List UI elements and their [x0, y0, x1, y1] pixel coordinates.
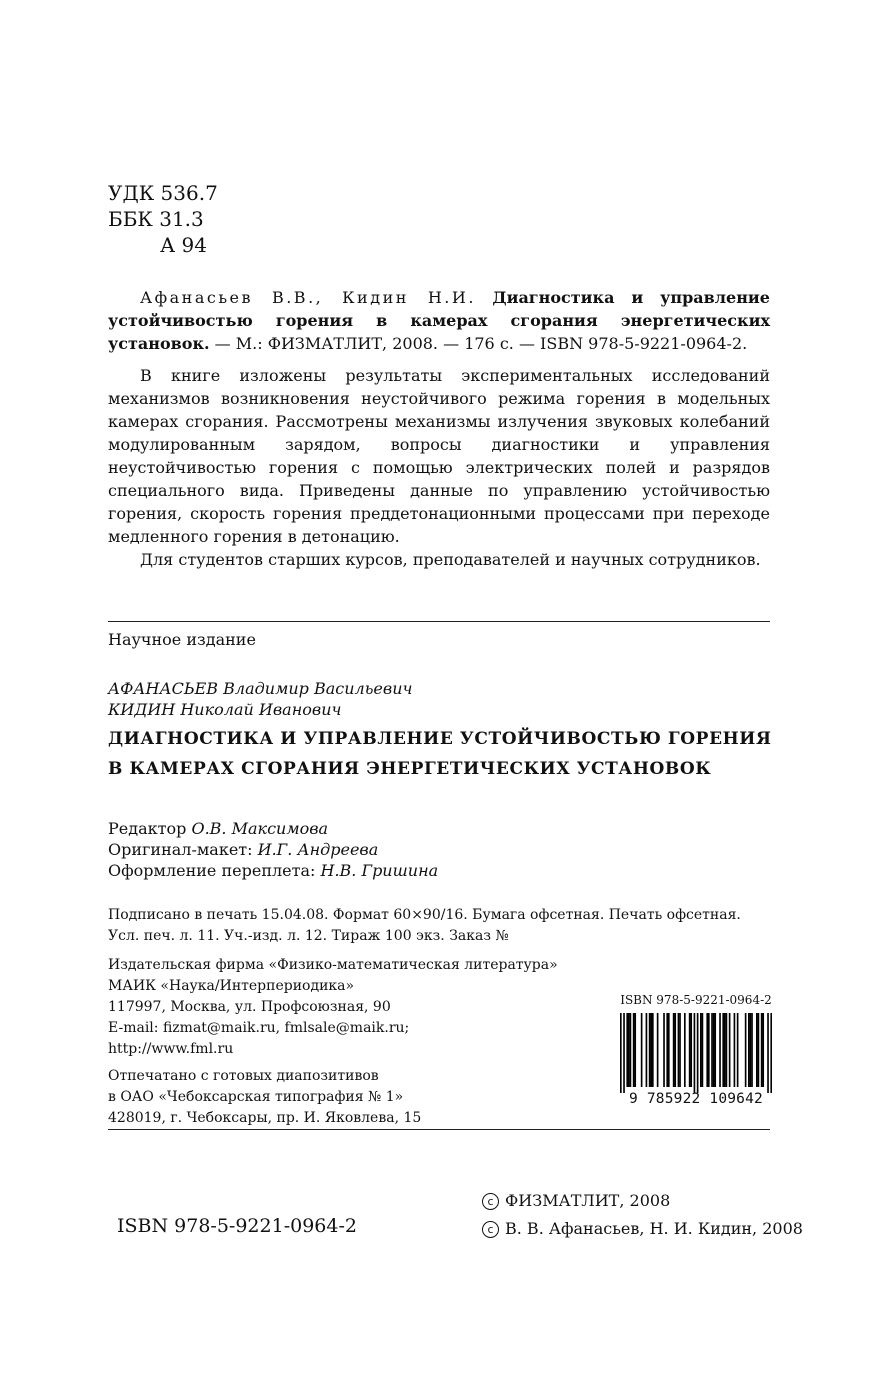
copyright-publisher	[482, 1190, 670, 1212]
annotation-audience: Для студентов старших курсов, преподавателей и научных сотрудников.	[140, 550, 761, 569]
barcode-bar	[708, 1013, 710, 1087]
barcode-bar	[697, 1013, 699, 1093]
book-title-line-1: ДИАГНОСТИКА И УПРАВЛЕНИЕ УСТОЙЧИВОСТЬЮ ГОРЕНИЯ	[108, 729, 772, 749]
barcode-bar	[650, 1013, 652, 1087]
barcode-bar	[729, 1013, 731, 1087]
edition-type: Научное издание	[108, 630, 256, 649]
bbk-code: ББК 31.3	[108, 207, 204, 231]
barcode-bar	[767, 1013, 769, 1093]
annotation	[108, 364, 770, 571]
annotation-paragraph: В книге изложены результаты экспериментальных исследований механизмов возникновения неустойчивого режима горения в модельных камерах сгорания. Рассмотрены механизмы излучения звуковых колебаний модулированным зарядом, вопросы диагностики и управления неустойчивостью горения с помощью электрических полей и разрядов специального вида. Приведены данные по управлению устойчивостью горения, скорость горения преддетонационными процессами при переходе медленного горения в детонацию.	[108, 366, 770, 546]
copyright-holder: ФИЗМАТЛИТ, 2008	[505, 1191, 671, 1210]
bibliographic-record	[108, 286, 770, 355]
barcode-bar	[649, 1013, 651, 1087]
barcode-bar	[668, 1013, 670, 1087]
colophon-author-2	[108, 699, 341, 720]
barcode-bar	[628, 1013, 630, 1087]
divider-bottom	[108, 1129, 770, 1130]
staff-role: Оригинал-макет:	[108, 840, 253, 859]
barcode-bar	[748, 1013, 750, 1087]
barcode-bar	[756, 1013, 758, 1087]
staff-cover	[108, 860, 438, 881]
barcode-bar	[694, 1013, 696, 1093]
publisher-line-1: Издательская фирма «Физико-математическая литература»	[108, 957, 558, 973]
barcode-bars	[620, 1013, 772, 1093]
barcode-bar	[623, 1013, 625, 1093]
barcode-bar	[770, 1013, 772, 1093]
barcode-bar	[626, 1013, 628, 1087]
author-1-name: Владимир Васильевич	[223, 679, 413, 698]
book-title-line-2: В КАМЕРАХ СГОРАНИЯ ЭНЕРГЕТИЧЕСКИХ УСТАНОВОК	[108, 759, 712, 779]
barcode-bar	[724, 1013, 726, 1087]
copyright-authors	[482, 1218, 803, 1240]
colophon-author-1	[108, 678, 412, 699]
staff-role: Редактор	[108, 819, 187, 838]
barcode-bar	[722, 1013, 724, 1087]
barcode-bar	[641, 1013, 643, 1087]
barcode-bar	[714, 1013, 716, 1087]
barcode-bar	[666, 1013, 668, 1087]
barcode-bar	[726, 1013, 728, 1087]
barcode-bar	[657, 1013, 659, 1087]
barcode-bar	[702, 1013, 704, 1087]
staff-person: Н.В. Гришина	[320, 861, 439, 880]
barcode-bar	[652, 1013, 654, 1087]
divider-top	[108, 621, 770, 622]
barcode-bar	[646, 1013, 648, 1087]
printer-line-2: в ОАО «Чебоксарская типография № 1»	[108, 1089, 404, 1105]
barcode-bar	[711, 1013, 713, 1087]
staff-role: Оформление переплета:	[108, 861, 316, 880]
biblio-authors: Афанасьев В.В., Кидин Н.И.	[140, 288, 476, 307]
publisher-line-2: МАИК «Наука/Интерпериодика»	[108, 978, 355, 994]
barcode-bar	[678, 1013, 680, 1087]
author-2-surname: КИДИН	[108, 700, 176, 719]
copyright-icon: c	[482, 1193, 499, 1210]
barcode-bar	[706, 1013, 708, 1087]
barcode-bar	[762, 1013, 764, 1087]
barcode-bar	[750, 1013, 752, 1087]
copyright-icon: c	[482, 1221, 499, 1238]
barcode-bar	[674, 1013, 676, 1087]
barcode-isbn-label: ISBN 978-5-9221-0964-2	[620, 993, 772, 1007]
author-2-name: Николай Иванович	[180, 700, 342, 719]
barcode-bar	[673, 1013, 675, 1087]
barcode-bar	[633, 1013, 635, 1087]
barcode-bar	[745, 1013, 747, 1087]
isbn-barcode	[620, 993, 772, 1107]
udk-code: УДК 536.7	[108, 181, 218, 205]
printer-line-1: Отпечатано с готовых диапозитивов	[108, 1068, 379, 1084]
barcode-bar	[630, 1013, 632, 1087]
publisher-email: E-mail: fizmat@maik.ru, fmlsale@maik.ru;	[108, 1020, 410, 1036]
staff-person: О.В. Максимова	[191, 819, 329, 838]
barcode-bar	[679, 1013, 681, 1087]
barcode-bar	[737, 1013, 739, 1087]
footer-isbn: ISBN 978-5-9221-0964-2	[117, 1215, 357, 1237]
biblio-imprint: — М.: ФИЗМАТЛИТ, 2008. — 176 с. — ISBN 978-5-9221-0964-2.	[214, 334, 748, 353]
copyright-holder: В. В. Афанасьев, Н. И. Кидин, 2008	[505, 1219, 803, 1238]
staff-layout	[108, 839, 378, 860]
publisher-line-3: 117997, Москва, ул. Профсоюзная, 90	[108, 999, 391, 1015]
barcode-digits: 9 785922 109642	[629, 1091, 763, 1107]
barcode-bar	[690, 1013, 692, 1087]
author-mark: А 94	[160, 233, 207, 257]
barcode-bar	[620, 1013, 622, 1093]
barcode-bar	[734, 1013, 736, 1087]
print-info-line-1: Подписано в печать 15.04.08. Формат 60×90/16. Бумага офсетная. Печать офсетная.	[108, 907, 741, 923]
barcode-bar	[684, 1013, 686, 1087]
barcode-bar	[713, 1013, 715, 1087]
biblio-title: Диагностика и управление устойчивостью горения в камерах сгорания энергетических установок.	[108, 288, 770, 353]
barcode-bar	[689, 1013, 691, 1087]
barcode-bar	[719, 1013, 721, 1087]
printer-line-3: 428019, г. Чебоксары, пр. И. Яковлева, 15	[108, 1110, 422, 1126]
barcode-bar	[758, 1013, 760, 1087]
barcode-bar	[634, 1013, 636, 1087]
print-info-line-2: Усл. печ. л. 11. Уч.-изд. л. 12. Тираж 100 экз. Заказ №	[108, 928, 509, 944]
barcode-bar	[700, 1013, 702, 1087]
barcode-bar	[751, 1013, 753, 1087]
barcode-bar	[663, 1013, 665, 1087]
barcode-bar	[761, 1013, 763, 1087]
staff-person: И.Г. Андреева	[257, 840, 379, 859]
staff-editor	[108, 818, 328, 839]
author-1-surname: АФАНАСЬЕВ	[108, 679, 219, 698]
publisher-website: http://www.fml.ru	[108, 1041, 234, 1057]
